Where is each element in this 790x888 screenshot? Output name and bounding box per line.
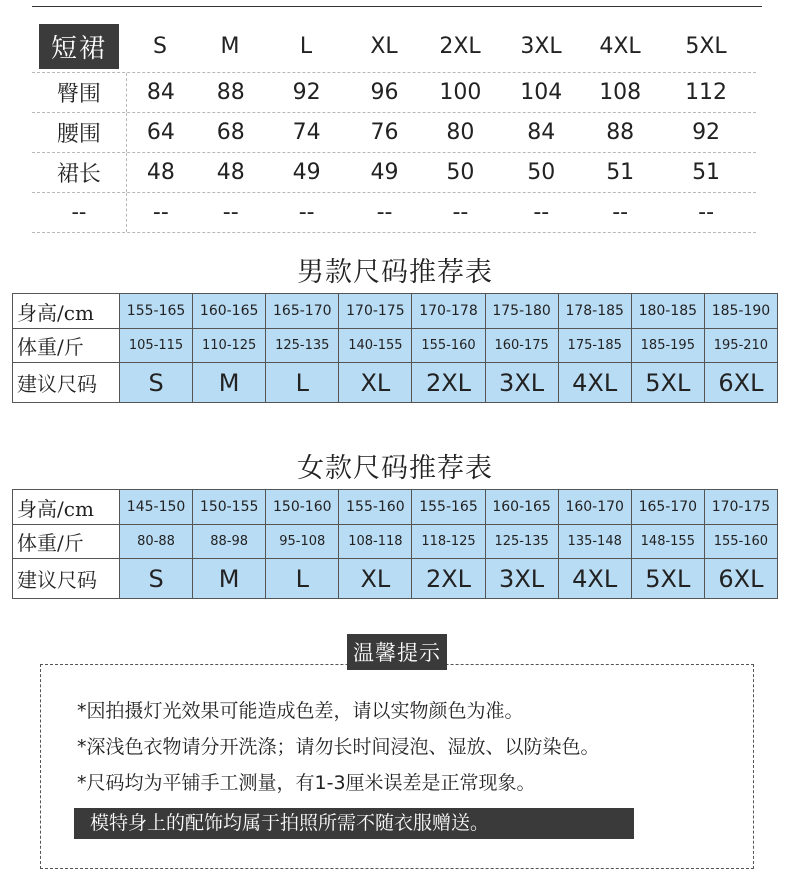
height-row [13, 490, 778, 525]
men-table-title: 男款尺码推荐表 [297, 257, 493, 288]
weight-cell: 118-125 [412, 525, 485, 559]
weight-cell: 110-125 [193, 329, 266, 363]
tip-line: *深浅色衣物请分开洗涤；请勿长时间浸泡、湿放、以防染色。 [77, 736, 600, 758]
size-cell: S [120, 363, 193, 403]
weight-cell: 160-175 [485, 329, 558, 363]
table-cell: 112 [685, 80, 728, 105]
size-header: M [220, 33, 240, 59]
size-cell: 4XL [558, 559, 631, 599]
table-row [32, 113, 756, 153]
table-cell: 48 [216, 160, 245, 185]
table-cell: 50 [446, 160, 475, 185]
tips-title: 温馨提示 [347, 634, 447, 670]
table-row [32, 73, 756, 113]
height-cell: 165-170 [266, 294, 339, 329]
weight-row [13, 329, 778, 363]
row-label: -- [32, 193, 127, 232]
table-cell: 49 [292, 160, 321, 185]
size-cell: 3XL [485, 363, 558, 403]
size-cell: M [193, 559, 266, 599]
table-cell: 88 [216, 80, 245, 105]
height-cell: 178-185 [558, 294, 631, 329]
table-row [32, 153, 756, 193]
table-cell: 84 [527, 120, 556, 145]
table-cell: 49 [370, 160, 399, 185]
size-label: 建议尺码 [13, 559, 120, 599]
height-cell: 180-185 [631, 294, 704, 329]
tip-line: *因拍摄灯光效果可能造成色差，请以实物颜色为准。 [77, 700, 524, 722]
height-label: 身高/cm [13, 490, 120, 525]
size-header: 3XL [520, 33, 562, 59]
size-header: 4XL [599, 33, 641, 59]
weight-cell: 125-135 [485, 525, 558, 559]
weight-label: 体重/斤 [13, 329, 120, 363]
table-cell: 64 [146, 120, 175, 145]
table-cell: -- [376, 200, 393, 225]
height-cell: 145-150 [120, 490, 193, 525]
size-cell: 3XL [485, 559, 558, 599]
skirt-header-row [32, 20, 756, 73]
table-cell: -- [612, 200, 629, 225]
table-cell: 100 [439, 80, 482, 105]
size-header: S [153, 33, 167, 59]
height-cell: 170-175 [704, 490, 777, 525]
weight-cell: 155-160 [704, 525, 777, 559]
weight-cell: 108-118 [339, 525, 412, 559]
size-header: XL [370, 33, 398, 59]
size-cell: M [193, 363, 266, 403]
weight-cell: 125-135 [266, 329, 339, 363]
size-cell: 6XL [704, 559, 777, 599]
weight-cell: 88-98 [193, 525, 266, 559]
skirt-size-table [32, 20, 756, 233]
size-cell: 5XL [631, 559, 704, 599]
weight-cell: 135-148 [558, 525, 631, 559]
size-cell: 2XL [412, 559, 485, 599]
weight-cell: 148-155 [631, 525, 704, 559]
weight-cell: 105-115 [120, 329, 193, 363]
table-cell: 51 [692, 160, 721, 185]
height-cell: 165-170 [631, 490, 704, 525]
table-cell: 48 [146, 160, 175, 185]
table-cell: 96 [370, 80, 399, 105]
weight-cell: 185-195 [631, 329, 704, 363]
table-cell: 92 [692, 120, 721, 145]
row-label: 腰围 [32, 113, 127, 152]
height-cell: 150-155 [193, 490, 266, 525]
table-cell: -- [222, 200, 239, 225]
height-cell: 160-170 [558, 490, 631, 525]
top-divider [32, 6, 762, 7]
weight-cell: 155-160 [412, 329, 485, 363]
women-size-table [12, 489, 778, 599]
table-row [32, 193, 756, 233]
table-cell: 51 [606, 160, 635, 185]
row-label: 裙长 [32, 153, 127, 192]
size-cell: 5XL [631, 363, 704, 403]
table-cell: 50 [527, 160, 556, 185]
height-cell: 170-178 [412, 294, 485, 329]
table-cell: 80 [446, 120, 475, 145]
height-cell: 160-165 [193, 294, 266, 329]
size-cell: S [120, 559, 193, 599]
height-cell: 175-180 [485, 294, 558, 329]
size-row [13, 363, 778, 403]
height-cell: 170-175 [339, 294, 412, 329]
table-cell: 84 [146, 80, 175, 105]
height-label: 身高/cm [13, 294, 120, 329]
size-cell: 6XL [704, 363, 777, 403]
men-size-table [12, 293, 778, 403]
table-cell: -- [298, 200, 315, 225]
weight-row [13, 525, 778, 559]
table-cell: -- [152, 200, 169, 225]
tip-line: *尺码均为平铺手工测量，有1-3厘米误差是正常现象。 [77, 772, 536, 794]
table-cell: 92 [292, 80, 321, 105]
size-cell: 4XL [558, 363, 631, 403]
height-cell: 185-190 [704, 294, 777, 329]
height-cell: 155-160 [339, 490, 412, 525]
table-cell: 108 [599, 80, 642, 105]
size-cell: L [266, 559, 339, 599]
height-cell: 155-165 [412, 490, 485, 525]
size-cell: XL [339, 363, 412, 403]
height-cell: 155-165 [120, 294, 193, 329]
height-row [13, 294, 778, 329]
weight-cell: 95-108 [266, 525, 339, 559]
weight-cell: 175-185 [558, 329, 631, 363]
weight-cell: 80-88 [120, 525, 193, 559]
tips-box [40, 664, 754, 869]
table-cell: -- [698, 200, 715, 225]
row-label: 臀围 [32, 73, 127, 112]
table-cell: 74 [292, 120, 321, 145]
weight-label: 体重/斤 [13, 525, 120, 559]
size-header: 5XL [685, 33, 727, 59]
table-cell: 76 [370, 120, 399, 145]
size-header: L [299, 33, 313, 59]
table-cell: -- [533, 200, 550, 225]
size-row [13, 559, 778, 599]
size-cell: 2XL [412, 363, 485, 403]
table-cell: 88 [606, 120, 635, 145]
height-cell: 150-160 [266, 490, 339, 525]
size-header: 2XL [439, 33, 481, 59]
accessory-notice: 模特身上的配饰均属于拍照所需不随衣服赠送。 [74, 808, 634, 839]
size-label: 建议尺码 [13, 363, 120, 403]
skirt-title-cell [32, 20, 126, 72]
table-cell: -- [452, 200, 469, 225]
weight-cell: 195-210 [704, 329, 777, 363]
size-cell: L [266, 363, 339, 403]
size-cell: XL [339, 559, 412, 599]
weight-cell: 140-155 [339, 329, 412, 363]
skirt-title: 短裙 [39, 24, 119, 69]
table-cell: 104 [520, 80, 563, 105]
women-table-title: 女款尺码推荐表 [297, 453, 493, 484]
table-cell: 68 [216, 120, 245, 145]
height-cell: 160-165 [485, 490, 558, 525]
